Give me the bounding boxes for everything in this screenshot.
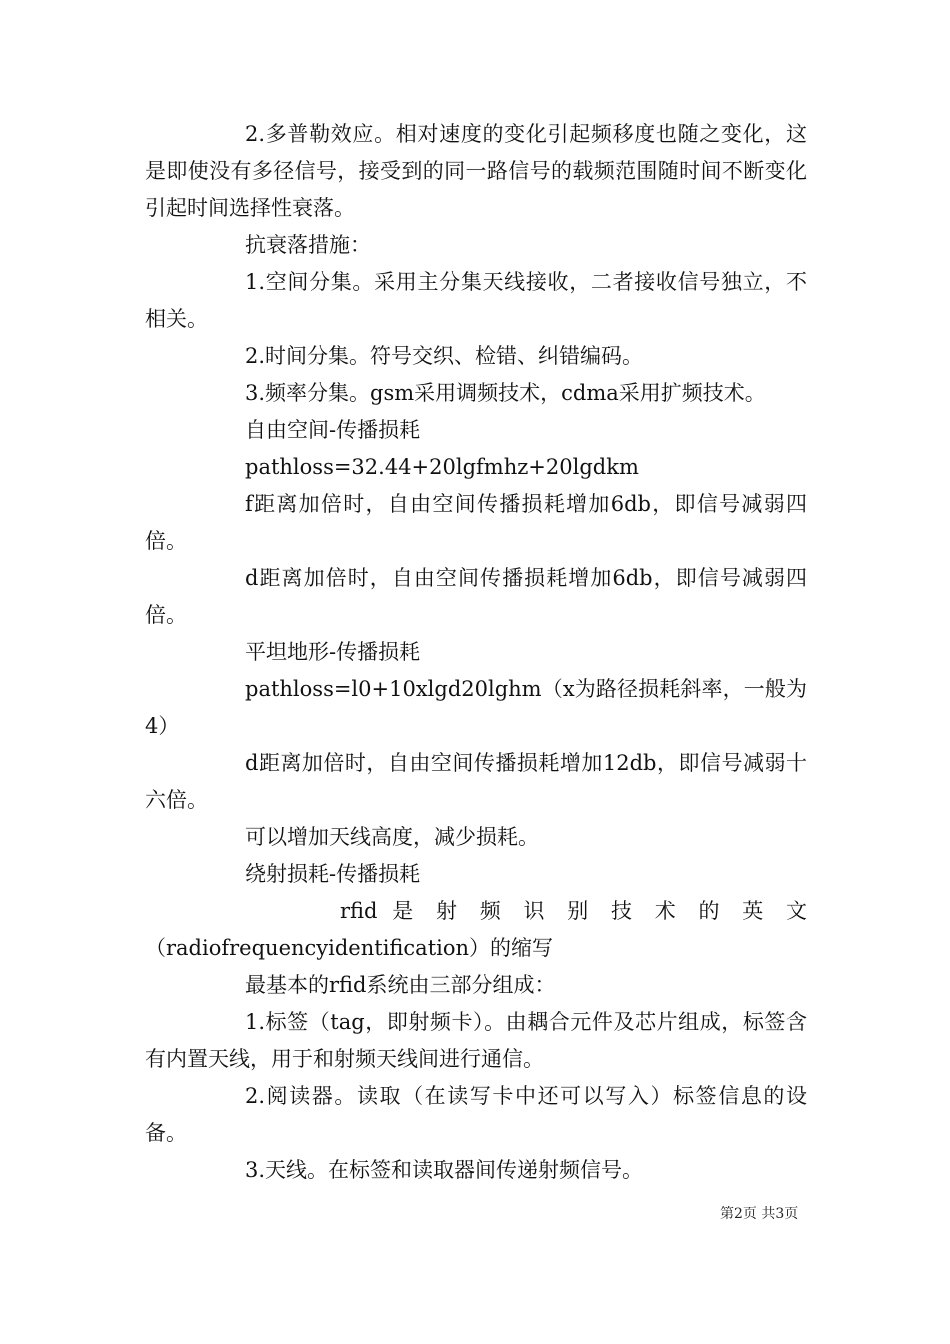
paragraph-free-space-heading: 自由空间-传播损耗 [245,418,421,442]
paragraph-diffraction-heading: 绕射损耗-传播损耗 [245,862,421,886]
page-number-footer: 第2页 共3页 [720,1206,799,1222]
document-body [145,116,807,1189]
paragraph-anti-fading-heading: 抗衰落措施： [245,233,371,257]
paragraph-rfid-definition: rfid 是 射 频 识 别 技 术 的 英 文 [340,899,807,923]
paragraph-frequency-diversity: 3.频率分集。gsm采用调频技术，cdma采用扩频技术。 [245,381,766,405]
paragraph-free-space-formula: pathloss=32.44+20lgfmhz+20lgdkm [245,455,639,479]
paragraph-f-doubling: f距离加倍时，自由空间传播损耗增加6db，即信号减弱四倍。 [145,492,807,553]
paragraph-flat-terrain-heading: 平坦地形-传播损耗 [245,640,421,664]
paragraph-doppler-effect: 2.多普勒效应。相对速度的变化引起频移度也随之变化，这是即使没有多径信号，接受到的同一路信号的载频范围随时间不断变化引起时间选择性衰落。 [145,122,807,220]
paragraph-d-doubling: d距离加倍时，自由空间传播损耗增加6db，即信号减弱四倍。 [145,566,807,627]
paragraph-antenna-height: 可以增加天线高度，减少损耗。 [245,825,539,849]
paragraph-time-diversity: 2.时间分集。符号交织、检错、纠错编码。 [245,344,644,368]
paragraph-rfid-tag: 1.标签（tag，即射频卡）。由耦合元件及芯片组成，标签含有内置天线，用于和射频天线间进行通信。 [145,1010,807,1071]
paragraph-rfid-reader: 2.阅读器。读取（在读写卡中还可以写入）标签信息的设备。 [145,1084,807,1145]
paragraph-rfid-antenna: 3.天线。在标签和读取器间传递射频信号。 [245,1158,644,1182]
paragraph-space-diversity: 1.空间分集。采用主分集天线接收，二者接收信号独立，不相关。 [145,270,807,331]
paragraph-d-doubling-flat: d距离加倍时，自由空间传播损耗增加12db，即信号减弱十六倍。 [145,751,807,812]
paragraph-rfid-system-intro: 最基本的rfid系统由三部分组成： [245,973,556,997]
paragraph-flat-terrain-formula: pathloss=l0+10xlgd20lghm（x为路径损耗斜率，一般为4） [145,677,807,738]
paragraph-rfid-abbreviation: （radiofrequencyidentification）的缩写 [145,936,554,960]
